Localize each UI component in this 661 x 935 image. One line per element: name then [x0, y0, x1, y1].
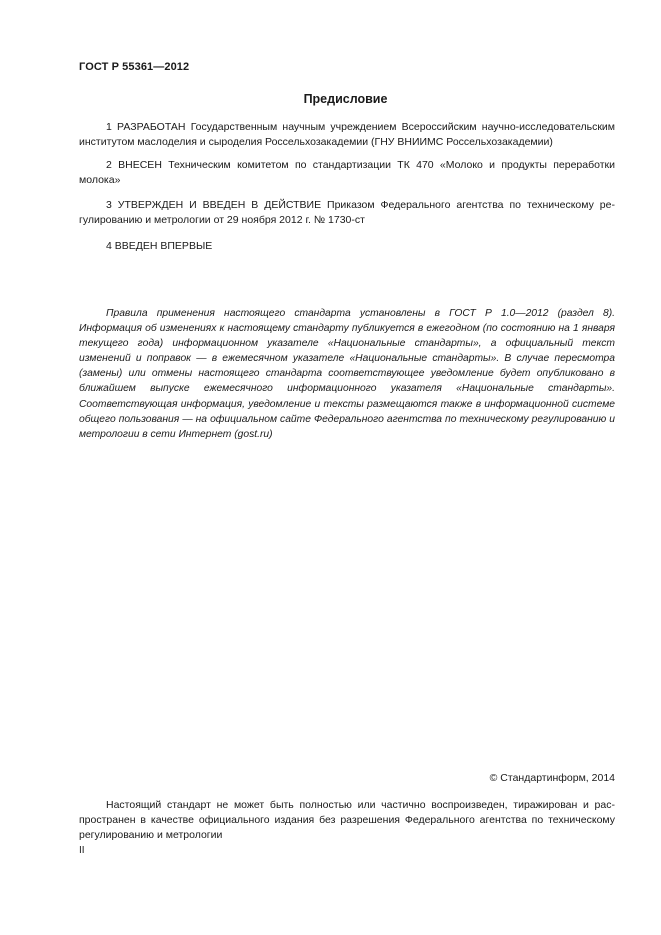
application-rules-note: Правила применения настоящего стандарта установлены в ГОСТ Р 1.0—2012 (раздел 8). Информация об изменениях к настоящему стандарту публикуется в ежегодном (по состоянию на 1 января текущего года) информационном указателе «Национальные стандарты», а официальный текст изменений и поправок — в ежемесячном указателе «Национальные стандарты». В случае пересмотра (замены) или отмены настоящего стандарта соответствующее уведомление будет опубликовано в ближайшем выпуске ежемесячного информационного указателя «Национальные стандарты». Соответствующая информация, уведомление и тексты размещаются также в информационной системе общего пользования — на официальном сайте Федерального агентства по техническому регулированию и метрологии в сети Интернет (gost.ru)	[79, 308, 615, 440]
document-code: ГОСТ Р 55361—2012	[79, 61, 190, 73]
foreword-title: Предисловие	[303, 92, 388, 106]
reproduction-notice: Настоящий стандарт не может быть полностью или частично воспроизведен, тиражирован и распространен в качестве официального издания без разрешения Федерального агентства по техническому регулированию и метрологии	[79, 799, 615, 841]
foreword-item-3: 3 УТВЕРЖДЕН И ВВЕДЕН В ДЕЙСТВИЕ Приказом Федерального агентства по техническому регулированию и метрологии от 29 ноября 2012 г. № 1730-ст	[79, 199, 615, 226]
foreword-item-4: 4 ВВЕДЕН ВПЕРВЫЕ	[106, 240, 213, 252]
foreword-item-2: 2 ВНЕСЕН Техническим комитетом по стандартизации ТК 470 «Молоко и продукты переработки молока»	[79, 159, 615, 186]
foreword-item-1: 1 РАЗРАБОТАН Государственным научным учреждением Всероссийским научно-исследовательским институтом маслоделия и сыроделия Россельхозакадемии (ГНУ ВНИИМС Россельхозакадемии)	[79, 121, 615, 148]
copyright-line: © Стандартинформ, 2014	[489, 772, 615, 784]
page-number: II	[79, 845, 85, 856]
